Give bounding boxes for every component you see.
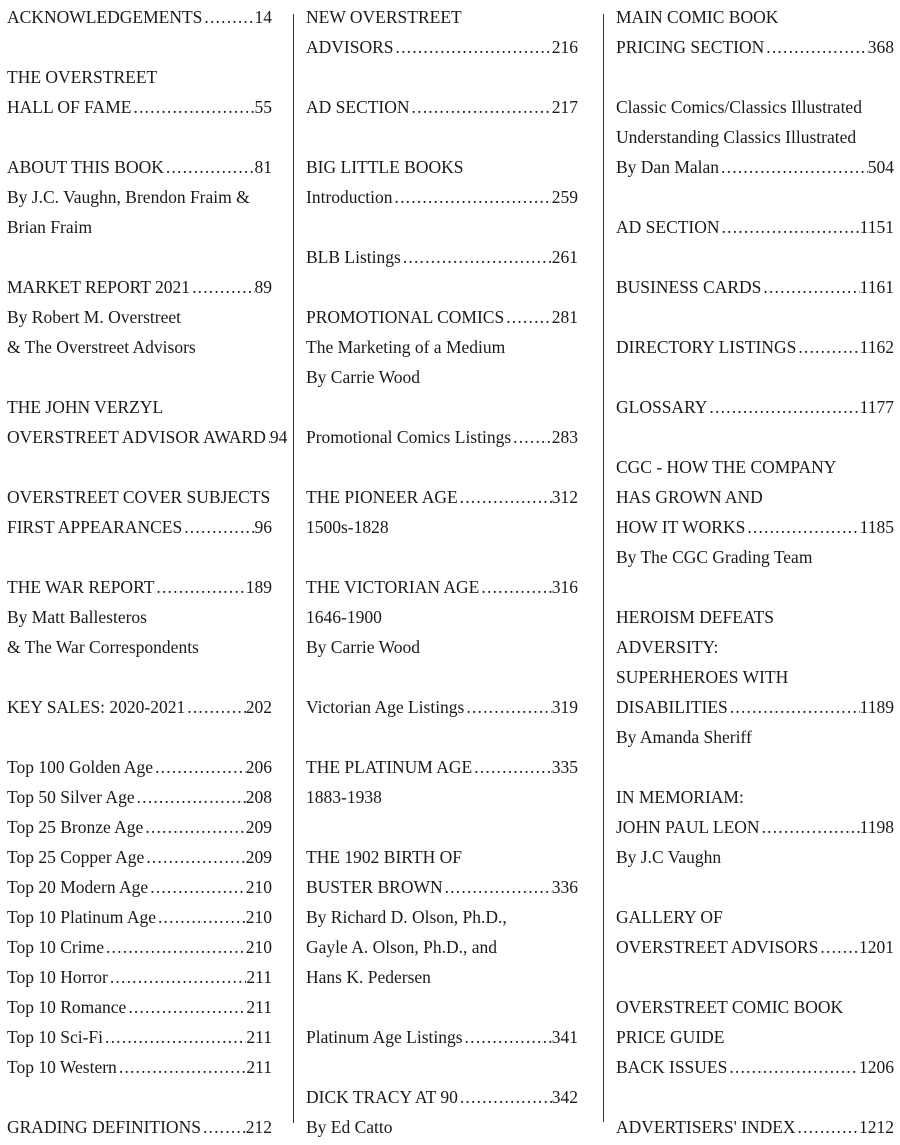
dot-leader xyxy=(472,752,552,782)
dot-leader xyxy=(463,1022,552,1052)
entry-title: Top 25 Copper Age xyxy=(7,847,145,867)
page-number[interactable]: 14 xyxy=(254,7,272,27)
dot-leader xyxy=(144,842,245,872)
entry-title: By Carrie Wood xyxy=(306,637,420,657)
entry-title: HALL OF FAME xyxy=(7,97,132,117)
toc-entry[interactable] xyxy=(616,212,894,242)
entry-title: By Richard D. Olson, Ph.D., xyxy=(306,907,507,927)
entry-title: Brian Fraim xyxy=(7,217,93,237)
page-number[interactable]: 210 xyxy=(245,877,272,897)
toc-entry-subline xyxy=(616,1022,894,1052)
toc-entry[interactable] xyxy=(7,962,272,992)
entry-title: Top 10 Romance xyxy=(7,997,127,1017)
toc-entry-subline xyxy=(616,902,894,932)
entry-title: PRICE GUIDE xyxy=(616,1027,725,1047)
entry-title: Hans K. Pedersen xyxy=(306,967,431,987)
entry-title: Understanding Classics Illustrated xyxy=(616,127,857,147)
toc-entry[interactable] xyxy=(616,1112,894,1142)
dot-leader xyxy=(148,872,246,902)
toc-entry-subline xyxy=(616,602,894,632)
entry-title: DICK TRACY AT 90 xyxy=(306,1087,458,1107)
dot-leader xyxy=(126,992,246,1022)
entry-title: The Marketing of a Medium xyxy=(306,337,506,357)
entry-title: BACK ISSUES xyxy=(616,1057,728,1077)
dot-leader xyxy=(143,812,245,842)
entry-title: Top 100 Golden Age xyxy=(7,757,154,777)
page-number[interactable]: 89 xyxy=(254,277,272,297)
entry-title: THE JOHN VERZYL xyxy=(7,397,164,417)
toc-entry-subline xyxy=(306,962,578,992)
entry-title: ABOUT THIS BOOK xyxy=(7,157,164,177)
entry-title: MARKET REPORT 2021 xyxy=(7,277,191,297)
dot-leader xyxy=(764,32,867,62)
entry-title: GRADING DEFINITIONS xyxy=(7,1117,201,1137)
entry-title: Top 10 Sci-Fi xyxy=(7,1027,104,1047)
dot-leader xyxy=(190,272,254,302)
entry-title: HOW IT WORKS xyxy=(616,517,746,537)
dot-leader xyxy=(156,902,246,932)
toc-entry-subline xyxy=(306,1112,578,1142)
entry-title: Promotional Comics Listings xyxy=(306,427,512,447)
dot-leader xyxy=(796,332,859,362)
toc-entry[interactable] xyxy=(306,1082,578,1112)
entry-title: GLOSSARY xyxy=(616,397,708,417)
toc-entry[interactable] xyxy=(306,182,578,212)
toc-entry[interactable] xyxy=(7,812,272,842)
dot-leader xyxy=(458,1082,552,1112)
page-number[interactable]: 217 xyxy=(551,97,578,117)
toc-entry[interactable] xyxy=(7,272,272,302)
entry-title: PROMOTIONAL COMICS xyxy=(306,307,505,327)
page-number[interactable]: 368 xyxy=(867,37,894,57)
page-number[interactable]: 319 xyxy=(551,697,578,717)
entry-title: THE 1902 BIRTH OF xyxy=(306,847,462,867)
page-number[interactable]: 94 xyxy=(269,427,288,447)
dot-leader xyxy=(707,392,859,422)
entry-title: Introduction xyxy=(306,187,393,207)
toc-entry-subline xyxy=(306,902,578,932)
page-number[interactable]: 342 xyxy=(551,1087,578,1107)
page-number[interactable]: 316 xyxy=(551,577,578,597)
dot-leader xyxy=(103,1022,246,1052)
toc-entry[interactable] xyxy=(7,152,272,182)
dot-leader xyxy=(464,692,551,722)
toc-entry-subline xyxy=(7,62,272,92)
toc-entry[interactable] xyxy=(616,512,894,542)
toc-entry[interactable] xyxy=(7,422,288,452)
entry-title: By Matt Ballesteros xyxy=(7,607,147,627)
page-number[interactable]: 211 xyxy=(246,997,272,1017)
entry-title: By Robert M. Overstreet xyxy=(7,307,181,327)
entry-title: Gayle A. Olson, Ph.D., and xyxy=(306,937,498,957)
dot-leader xyxy=(745,512,859,542)
toc-entry[interactable] xyxy=(7,2,272,32)
toc-entry[interactable] xyxy=(306,242,578,272)
toc-entry[interactable] xyxy=(616,1052,894,1082)
entry-title: BUSTER BROWN xyxy=(306,877,443,897)
entry-title: Platinum Age Listings xyxy=(306,1027,463,1047)
entry-title: Top 25 Bronze Age xyxy=(7,817,144,837)
page-number[interactable]: 210 xyxy=(245,937,272,957)
entry-title: PRICING SECTION xyxy=(616,37,765,57)
toc-entry-subline xyxy=(306,362,578,392)
entry-title: IN MEMORIAM: xyxy=(616,787,744,807)
entry-title: Top 20 Modern Age xyxy=(7,877,149,897)
entry-title: Top 10 Western xyxy=(7,1057,117,1077)
dot-leader xyxy=(796,1112,859,1142)
toc-entry[interactable] xyxy=(7,92,272,122)
dot-leader xyxy=(760,812,860,842)
toc-entry-subline xyxy=(306,932,578,962)
dot-leader xyxy=(479,572,551,602)
toc-entry[interactable] xyxy=(7,752,272,782)
page-number[interactable]: 1162 xyxy=(859,337,894,357)
entry-title: ADVERSITY: xyxy=(616,637,719,657)
entry-title: DISABILITIES xyxy=(616,697,728,717)
page-number[interactable]: 1198 xyxy=(859,817,894,837)
dot-leader xyxy=(131,92,254,122)
dot-leader xyxy=(511,422,552,452)
page-number[interactable]: 336 xyxy=(551,877,578,897)
dot-leader xyxy=(164,152,255,182)
entry-title: THE PLATINUM AGE xyxy=(306,757,473,777)
entry-title: By Amanda Sheriff xyxy=(616,727,752,747)
page-number[interactable]: 281 xyxy=(551,307,578,327)
entry-title: GALLERY OF xyxy=(616,907,723,927)
toc-entry[interactable] xyxy=(306,422,578,452)
entry-title: Top 50 Silver Age xyxy=(7,787,135,807)
page-number[interactable]: 96 xyxy=(254,517,272,537)
toc-entry[interactable] xyxy=(306,482,578,512)
toc-entry-subline xyxy=(616,632,894,662)
page-number[interactable]: 55 xyxy=(254,97,272,117)
dot-leader xyxy=(818,932,859,962)
entry-title: THE VICTORIAN AGE xyxy=(306,577,480,597)
toc-entry-subline xyxy=(7,482,272,512)
toc-entry[interactable] xyxy=(7,1022,272,1052)
page-number[interactable]: 1161 xyxy=(859,277,894,297)
toc-entry-subline xyxy=(7,182,272,212)
toc-entry[interactable] xyxy=(7,692,272,722)
entry-title: & The Overstreet Advisors xyxy=(7,337,196,357)
toc-entry-subline xyxy=(306,602,578,632)
entry-title: OVERSTREET ADVISOR AWARD xyxy=(7,427,266,447)
dot-leader xyxy=(393,182,552,212)
toc-entry[interactable] xyxy=(616,392,894,422)
toc-entry[interactable] xyxy=(616,152,894,182)
dot-leader xyxy=(182,512,254,542)
page-number[interactable]: 1201 xyxy=(859,937,894,957)
entry-title: DIRECTORY LISTINGS xyxy=(616,337,797,357)
toc-entry[interactable] xyxy=(7,572,272,602)
dot-leader xyxy=(458,482,552,512)
entry-title: By J.C. Vaughn, Brendon Fraim & xyxy=(7,187,250,207)
dot-leader xyxy=(202,2,254,32)
entry-title: AD SECTION xyxy=(306,97,410,117)
toc-entry[interactable] xyxy=(7,1112,272,1142)
page-number[interactable]: 216 xyxy=(551,37,578,57)
entry-title: HEROISM DEFEATS xyxy=(616,607,775,627)
toc-entry[interactable] xyxy=(7,512,272,542)
column-divider xyxy=(603,14,604,1122)
toc-entry-subline xyxy=(616,992,894,1022)
dot-leader xyxy=(135,782,246,812)
dot-leader xyxy=(401,242,552,272)
entry-title: 1646-1900 xyxy=(306,607,382,627)
entry-title: HAS GROWN AND xyxy=(616,487,763,507)
page-number[interactable]: 1185 xyxy=(859,517,894,537)
toc-entry-subline xyxy=(306,632,578,662)
dot-leader xyxy=(504,302,552,332)
dot-leader xyxy=(720,212,860,242)
page-number[interactable]: 1212 xyxy=(859,1117,894,1137)
entry-title: NEW OVERSTREET xyxy=(306,7,462,27)
dot-leader xyxy=(104,932,246,962)
toc-entry[interactable] xyxy=(616,692,894,722)
toc-entry[interactable] xyxy=(616,932,894,962)
entry-title: By Dan Malan xyxy=(616,157,720,177)
entry-title: SUPERHEROES WITH xyxy=(616,667,789,687)
toc-entry[interactable] xyxy=(306,872,578,902)
entry-title: CGC - HOW THE COMPANY xyxy=(616,457,837,477)
page-number[interactable]: 209 xyxy=(245,847,272,867)
toc-entry-subline xyxy=(616,722,894,752)
page-number[interactable]: 1151 xyxy=(859,217,894,237)
toc-entry-subline xyxy=(616,122,894,152)
dot-leader xyxy=(728,692,860,722)
toc-entry[interactable] xyxy=(7,782,272,812)
dot-leader xyxy=(727,1052,859,1082)
dot-leader xyxy=(394,32,552,62)
page-number[interactable]: 211 xyxy=(246,967,272,987)
entry-title: Top 10 Platinum Age xyxy=(7,907,156,927)
page-number[interactable]: 211 xyxy=(246,1057,272,1077)
dot-leader xyxy=(410,92,552,122)
entry-title: By J.C Vaughn xyxy=(616,847,722,867)
entry-title: OVERSTREET COMIC BOOK xyxy=(616,997,844,1017)
toc-entry[interactable] xyxy=(616,32,894,62)
toc-entry-subline xyxy=(306,782,578,812)
toc-entry-subline xyxy=(7,212,272,242)
page-number[interactable]: 206 xyxy=(245,757,272,777)
toc-entry-subline xyxy=(7,332,272,362)
toc-entry-subline xyxy=(616,2,894,32)
dot-leader xyxy=(153,752,246,782)
toc-entry-subline xyxy=(306,152,578,182)
toc-entry-subline xyxy=(7,602,272,632)
toc-entry[interactable] xyxy=(306,32,578,62)
dot-leader xyxy=(719,152,868,182)
entry-title: AD SECTION xyxy=(616,217,720,237)
entry-title: KEY SALES: 2020-2021 xyxy=(7,697,186,717)
entry-title: MAIN COMIC BOOK xyxy=(616,7,779,27)
toc-entry-subline xyxy=(616,452,894,482)
page-number[interactable]: 1177 xyxy=(859,397,894,417)
entry-title: OVERSTREET ADVISORS xyxy=(616,937,819,957)
toc-entry-subline xyxy=(616,842,894,872)
page-number[interactable]: 341 xyxy=(551,1027,578,1047)
page-number[interactable]: 1189 xyxy=(859,697,894,717)
toc-entry-subline xyxy=(7,632,272,662)
dot-leader xyxy=(443,872,552,902)
entry-title: THE OVERSTREET xyxy=(7,67,158,87)
toc-entry[interactable] xyxy=(306,752,578,782)
entry-title: Classic Comics/Classics Illustrated xyxy=(616,97,862,117)
entry-title: BIG LITTLE BOOKS xyxy=(306,157,464,177)
page-number[interactable]: 189 xyxy=(245,577,272,597)
entry-title: BLB Listings xyxy=(306,247,401,267)
toc-entry-subline xyxy=(7,392,272,422)
entry-title: THE PIONEER AGE xyxy=(306,487,458,507)
page-number[interactable]: 212 xyxy=(245,1117,272,1137)
entry-title: JOHN PAUL LEON xyxy=(616,817,760,837)
entry-title: FIRST APPEARANCES xyxy=(7,517,183,537)
page-number[interactable]: 261 xyxy=(551,247,578,267)
dot-leader xyxy=(108,962,247,992)
toc-entry-subline xyxy=(616,482,894,512)
entry-title: THE WAR REPORT xyxy=(7,577,155,597)
dot-leader xyxy=(761,272,859,302)
toc-entry[interactable] xyxy=(616,812,894,842)
toc-entry[interactable] xyxy=(306,572,578,602)
toc-entry-subline xyxy=(306,512,578,542)
toc-entry-subline xyxy=(7,302,272,332)
page-number[interactable]: 335 xyxy=(551,757,578,777)
entry-title: By The CGC Grading Team xyxy=(616,547,813,567)
toc-entry-subline xyxy=(616,782,894,812)
entry-title: BUSINESS CARDS xyxy=(616,277,762,297)
toc-entry[interactable] xyxy=(306,692,578,722)
toc-entry[interactable] xyxy=(616,272,894,302)
toc-entry[interactable] xyxy=(616,332,894,362)
entry-title: 1883-1938 xyxy=(306,787,382,807)
toc-entry-subline xyxy=(616,662,894,692)
page-number[interactable]: 312 xyxy=(551,487,578,507)
page-number[interactable]: 81 xyxy=(254,157,272,177)
page-number[interactable]: 202 xyxy=(245,697,272,717)
toc-entry[interactable] xyxy=(7,992,272,1022)
page-number[interactable]: 208 xyxy=(245,787,272,807)
entry-title: Victorian Age Listings xyxy=(306,697,465,717)
toc-entry[interactable] xyxy=(7,932,272,962)
entry-title: ACKNOWLEDGEMENTS xyxy=(7,7,203,27)
page-number[interactable]: 504 xyxy=(867,157,894,177)
entry-title: OVERSTREET COVER SUBJECTS xyxy=(7,487,271,507)
entry-title: By Ed Catto xyxy=(306,1117,393,1137)
toc-entry[interactable] xyxy=(7,842,272,872)
page-number[interactable]: 1206 xyxy=(859,1057,894,1077)
entry-title: Top 10 Horror xyxy=(7,967,108,987)
entry-title: & The War Correspondents xyxy=(7,637,199,657)
toc-entry[interactable] xyxy=(7,1052,272,1082)
dot-leader xyxy=(185,692,246,722)
toc-entry[interactable] xyxy=(306,302,578,332)
entry-title: ADVERTISERS' INDEX xyxy=(616,1117,796,1137)
toc-entry-subline xyxy=(306,842,578,872)
dot-leader xyxy=(117,1052,247,1082)
toc-entry[interactable] xyxy=(7,872,272,902)
toc-entry-subline xyxy=(306,2,578,32)
page-number[interactable]: 209 xyxy=(245,817,272,837)
entry-title: By Carrie Wood xyxy=(306,367,420,387)
page-number[interactable]: 283 xyxy=(551,427,578,447)
column-divider xyxy=(293,14,294,1123)
entry-title: Top 10 Crime xyxy=(7,937,104,957)
page-number[interactable]: 211 xyxy=(246,1027,272,1047)
page-number[interactable]: 210 xyxy=(245,907,272,927)
page-number[interactable]: 259 xyxy=(551,187,578,207)
entry-title: 1500s-1828 xyxy=(306,517,389,537)
toc-entry[interactable] xyxy=(7,902,272,932)
toc-entry[interactable] xyxy=(306,1022,578,1052)
toc-entry-subline xyxy=(616,542,894,572)
dot-leader xyxy=(154,572,245,602)
entry-title: ADVISORS xyxy=(306,37,394,57)
toc-entry-subline xyxy=(306,332,578,362)
toc-entry-subline xyxy=(616,92,894,122)
dot-leader xyxy=(201,1112,246,1142)
toc-entry[interactable] xyxy=(306,92,578,122)
